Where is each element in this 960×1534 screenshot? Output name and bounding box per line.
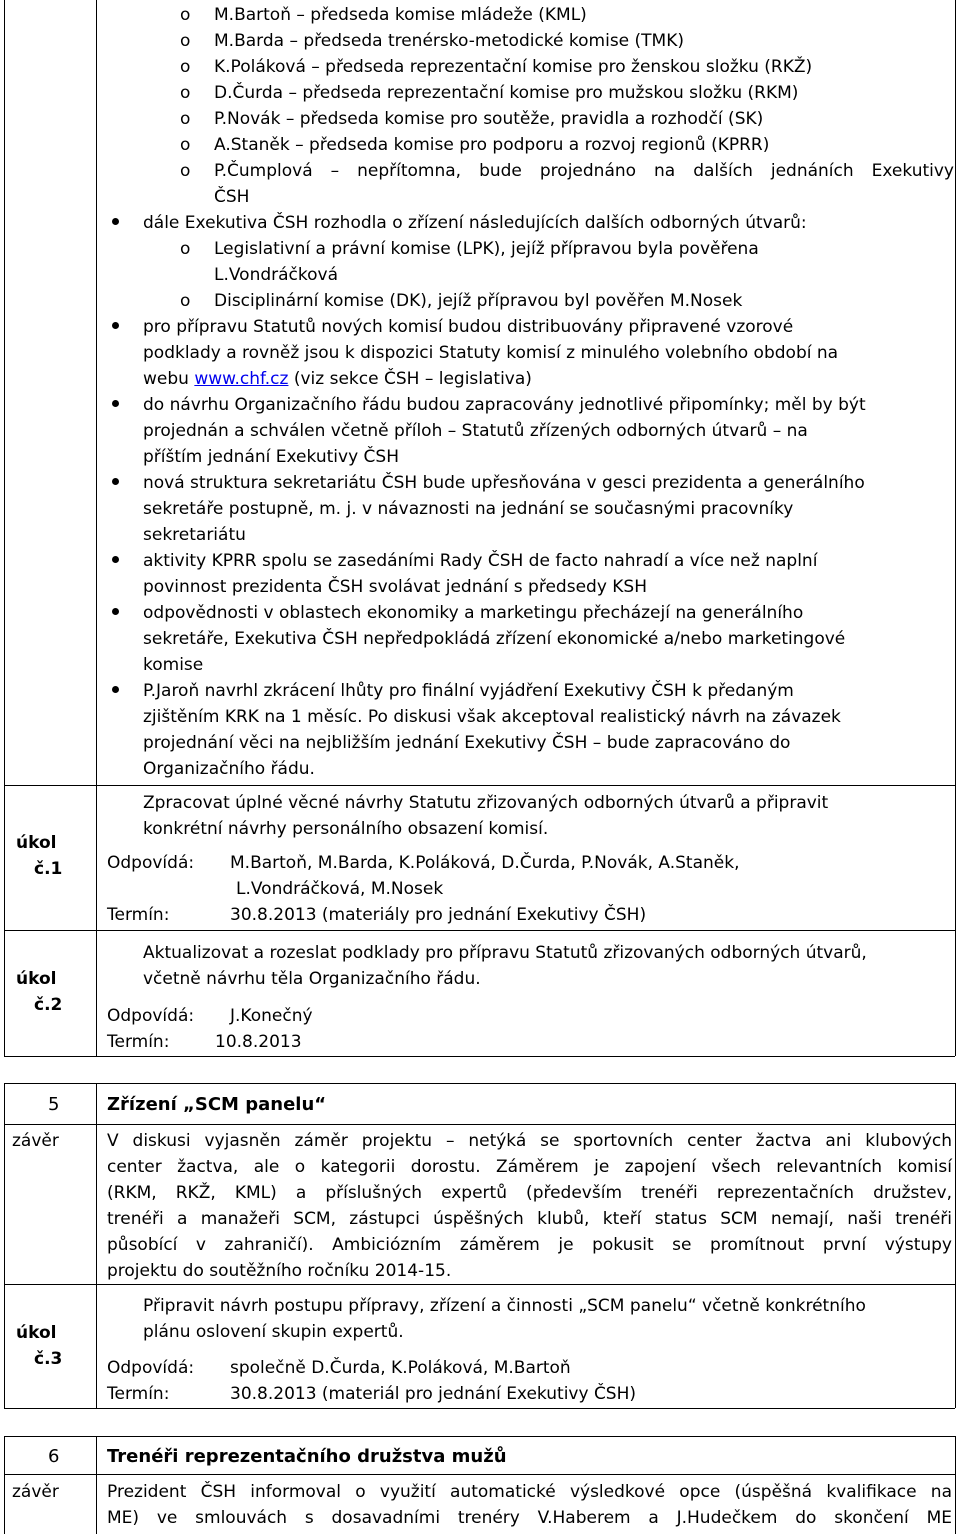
bullet-marker <box>112 400 119 407</box>
task-text: Aktualizovat a rozeslat podklady pro přípravu Statutů zřizovaných odborných útvarů, <box>143 943 867 963</box>
task-text: včetně návrhu těla Organizačního řádu. <box>143 969 481 989</box>
task-label: úkol <box>16 833 57 853</box>
conclusion-text: (RKM, RKŽ, KML) a příslušných expertů (především trenéři reprezentačních družstev, <box>107 1183 952 1203</box>
link-prefix: webu <box>143 369 195 389</box>
conclusion-label: závěr <box>12 1131 59 1151</box>
bullet-item-continuation: zjištěním KRK na 1 měsíc. Po diskusi však akceptoval realistický návrh na závazek <box>143 707 841 727</box>
list-item: Disciplinární komise (DK), jejíž přípravou byl pověřen M.Nosek <box>214 291 743 311</box>
list-marker: o <box>180 135 191 155</box>
deadline-value: 10.8.2013 <box>215 1032 302 1052</box>
list-marker: o <box>180 109 191 129</box>
list-item-continuation: L.Vondráčková <box>214 265 339 285</box>
section-number: 6 <box>48 1446 60 1467</box>
list-item: A.Staněk – předseda komise pro podporu a rozvoj regionů (KPRR) <box>214 135 770 155</box>
bullet-item-continuation: sekretáře, Exekutiva ČSH nepředpokládá zřízení ekonomické a/nebo marketingové <box>143 629 846 649</box>
task-text: plánu oslovení skupin expertů. <box>143 1322 404 1342</box>
deadline-label: Termín: <box>107 1384 170 1404</box>
conclusion-text: trenéři a manažeři SCM, zástupci úspěšných klubů, kteří status SCM nemají, naši trenéři <box>107 1209 952 1229</box>
link-suffix: (viz sekce ČSH – legislativa) <box>288 369 532 389</box>
responsible-label: Odpovídá: <box>107 1006 195 1026</box>
bullet-item-continuation: komise <box>143 655 204 675</box>
task-label: úkol <box>16 969 57 989</box>
bullet-item-continuation <box>143 366 532 392</box>
bullet-item: pro přípravu Statutů nových komisí budou distribuovány připravené vzorové <box>143 317 794 337</box>
bullet-marker <box>112 686 119 693</box>
bullet-marker <box>112 608 119 615</box>
responsible-value: společně D.Čurda, K.Poláková, M.Bartoň <box>230 1358 571 1378</box>
deadline-label: Termín: <box>107 1032 170 1052</box>
conclusion-text: působící v zahraničí). Ambiciózním záměrem je pokusit se promítnout první výstupy <box>107 1235 952 1255</box>
bullet-item: do návrhu Organizačního řádu budou zapracovány jednotlivé připomínky; měl by být <box>143 395 866 415</box>
list-item: M.Barda – předseda trenérsko-metodické komise (TMK) <box>214 31 685 51</box>
website-link[interactable]: www.chf.cz <box>194 369 289 389</box>
bullet-item-continuation: sekretariátu <box>143 525 246 545</box>
conclusion-text: V diskusi vyjasněn záměr projektu – netýká se sportovních center žactva ani klubových <box>107 1131 952 1151</box>
bullet-marker <box>112 478 119 485</box>
bullet-item: aktivity KPRR spolu se zasedáními Rady ČSH de facto nahradí a více než naplní <box>143 551 818 571</box>
conclusion-label: závěr <box>12 1482 59 1502</box>
bullet-item-continuation: projednán a schválen včetně příloh – Statutů zřízených odborných útvarů – na <box>143 421 808 441</box>
list-marker: o <box>180 83 191 103</box>
list-marker: o <box>180 57 191 77</box>
list-marker: o <box>180 291 191 311</box>
task-label: úkol <box>16 1323 57 1343</box>
list-marker: o <box>180 5 191 25</box>
responsible-label: Odpovídá: <box>107 1358 195 1378</box>
task-number: č.1 <box>34 859 63 879</box>
bullet-item: dále Exekutiva ČSH rozhodla o zřízení následujících dalších odborných útvarů: <box>143 213 807 233</box>
deadline-value: 30.8.2013 (materiál pro jednání Exekutivy ČSH) <box>230 1384 637 1404</box>
bullet-item: nová struktura sekretariátu ČSH bude upřesňována v gesci prezidenta a generálního <box>143 473 865 493</box>
responsible-label: Odpovídá: <box>107 853 195 873</box>
section-title: Trenéři reprezentačního družstva mužů <box>107 1446 507 1467</box>
bullet-marker <box>112 556 119 563</box>
deadline-label: Termín: <box>107 905 170 925</box>
task-number: č.3 <box>34 1349 63 1369</box>
conclusion-text: projektu do soutěžního ročníku 2014-15. <box>107 1261 452 1281</box>
task-text: Zpracovat úplné věcné návrhy Statutu zřizovaných odborných útvarů a připravit <box>143 793 829 813</box>
responsible-value: M.Bartoň, M.Barda, K.Poláková, D.Čurda, P.Novák, A.Staněk, <box>230 853 740 873</box>
bullet-marker <box>112 322 119 329</box>
bullet-item-continuation: příštím jednání Exekutivy ČSH <box>143 447 399 467</box>
conclusion-text: center žactva, ale o kategorii dorostu. Záměrem je zapojení všech relevantních komisí <box>107 1157 952 1177</box>
task-text: konkrétní návrhy personálního obsazení komisí. <box>143 819 549 839</box>
bullet-item-continuation: sekretáře postupně, m. j. v návaznosti na jednání se současnými pracovníky <box>143 499 794 519</box>
list-item: P.Novák – předseda komise pro soutěže, pravidla a rozhodčí (SK) <box>214 109 764 129</box>
list-item-continuation: ČSH <box>214 187 250 207</box>
section-number: 5 <box>48 1094 60 1115</box>
bullet-marker <box>112 218 119 225</box>
list-item: M.Bartoň – předseda komise mládeže (KML) <box>214 5 587 25</box>
bullet-item: odpovědnosti v oblastech ekonomiky a marketingu přecházejí na generálního <box>143 603 804 623</box>
task-number: č.2 <box>34 995 63 1015</box>
list-marker: o <box>180 161 191 181</box>
conclusion-text: Prezident ČSH informoval o využití automatické výsledkové opce (úspěšná kvalifikace na <box>107 1482 952 1502</box>
task-text: Připravit návrh postupu přípravy, zřízení a činnosti „SCM panelu“ včetně konkrétního <box>143 1296 866 1316</box>
bullet-item-continuation: povinnost prezidenta ČSH svolávat jednání s předsedy KSH <box>143 577 648 597</box>
conclusion-text: ME) ve smlouvách s dosavadními trenéry V.Haberem a J.Hudečkem do skončení ME <box>107 1508 952 1528</box>
list-item: P.Čumplová – nepřítomna, bude projednáno na dalších jednáních Exekutivy <box>214 161 954 181</box>
list-item: Legislativní a právní komise (LPK), jejíž přípravou byla pověřena <box>214 239 759 259</box>
bullet-item-continuation: Organizačního řádu. <box>143 759 315 779</box>
bullet-item-continuation: projednání věci na nejbližším jednání Exekutivy ČSH – bude zapracováno do <box>143 733 791 753</box>
responsible-value: L.Vondráčková, M.Nosek <box>236 879 444 899</box>
responsible-value: J.Konečný <box>230 1006 313 1026</box>
section-title: Zřízení „SCM panelu“ <box>107 1094 327 1115</box>
list-item: D.Čurda – předseda reprezentační komise pro mužskou složku (RKM) <box>214 83 799 103</box>
list-marker: o <box>180 31 191 51</box>
bullet-item: P.Jaroň navrhl zkrácení lhůty pro finální vyjádření Exekutivy ČSH k předaným <box>143 681 794 701</box>
bullet-item-continuation: podklady a rovněž jsou k dispozici Statuty komisí z minulého volebního období na <box>143 343 839 363</box>
list-marker: o <box>180 239 191 259</box>
list-item: K.Poláková – předseda reprezentační komise pro ženskou složku (RKŽ) <box>214 57 813 77</box>
deadline-value: 30.8.2013 (materiály pro jednání Exekutivy ČSH) <box>230 905 647 925</box>
